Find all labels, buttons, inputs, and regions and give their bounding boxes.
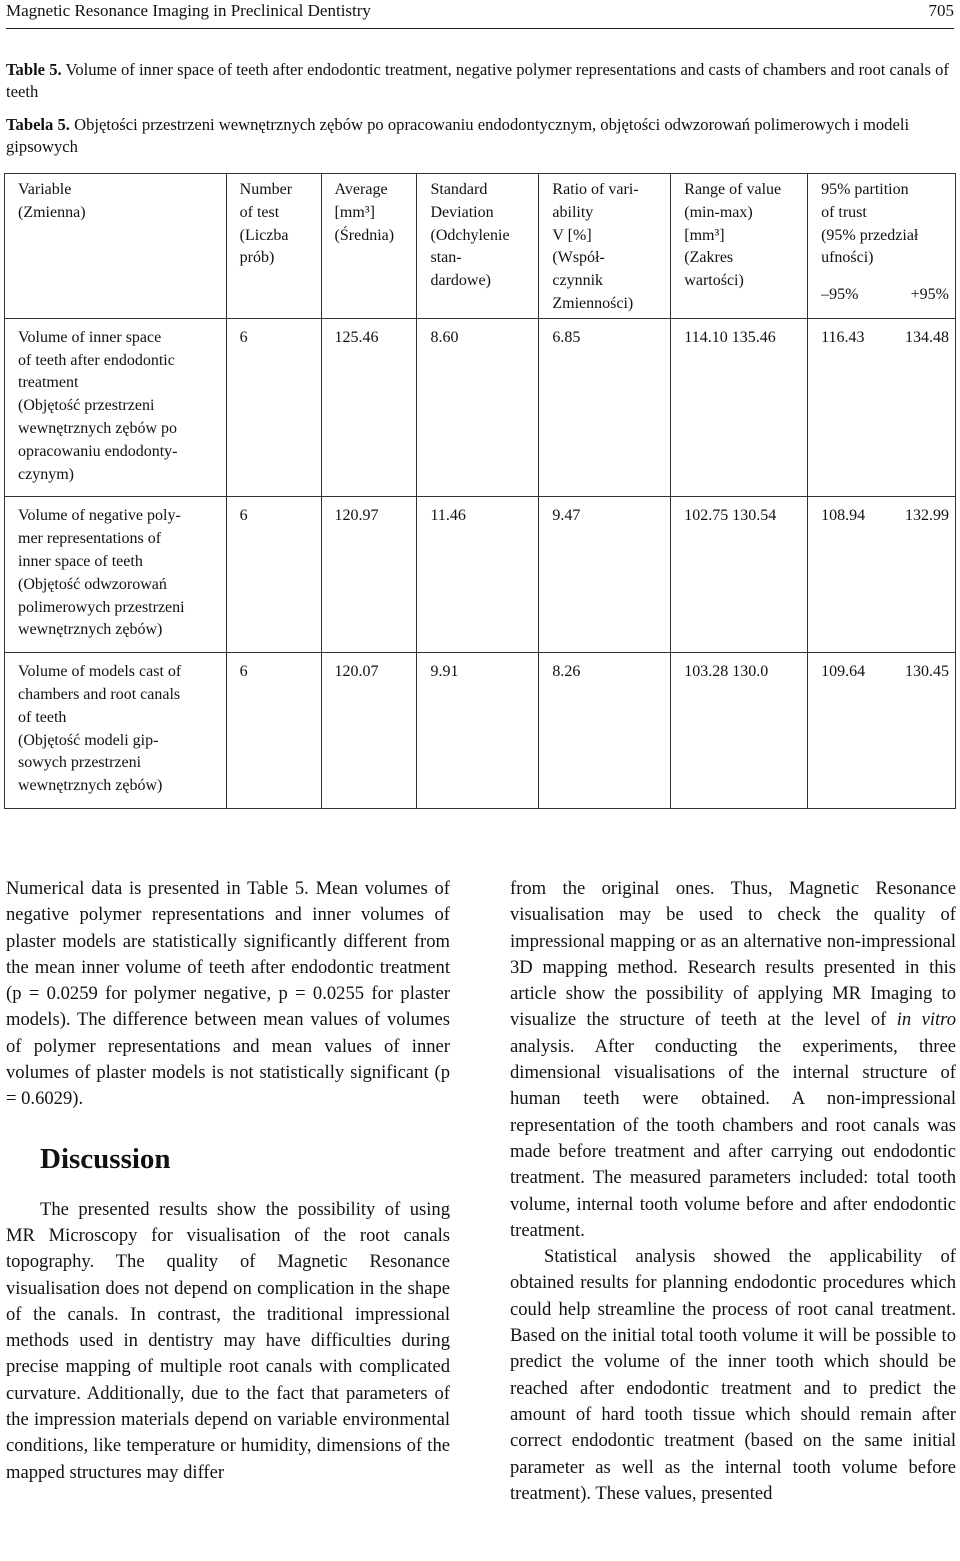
- paragraph-results: Numerical data is presented in Table 5. Mean volumes of negative polymer representations and inner volumes of plaster models are statistically significantly different from the mean inner volume of teeth after endodontic treatment (p = 0.0259 for polymer negative, p = 0.0255 for plaster models). The difference between mean values of volumes of polymer representations and mean values of inner volumes of plaster models is not statistically significant (p = 0.6029).: [6, 878, 450, 1110]
- row-ci-minus: 109.64: [821, 663, 866, 681]
- header-standard-deviation: Standard Deviation (Odchylenie stan- dardowe): [417, 174, 539, 319]
- row-range: 102.75 130.54: [671, 497, 808, 653]
- left-column: [6, 876, 450, 1486]
- table-row: [5, 318, 956, 497]
- caption-text-en: Volume of inner space of teeth after endodontic treatment, negative polymer representations and casts of chambers and root canals of teeth: [6, 60, 949, 101]
- row-variability: 6.85: [539, 318, 671, 497]
- header-confidence-interval: [808, 174, 956, 319]
- header-average: Average [mm³] (Średnia): [321, 174, 417, 319]
- section-heading-discussion: Discussion: [40, 1142, 171, 1175]
- table-caption-pl: [6, 114, 954, 158]
- paragraph-discussion-3: Statistical analysis showed the applicability of obtained results for planning endodontic procedures which could help streamline the process of root canal treatment. Based on the initial total tooth volume it will be possible to predict the volume of the inner tooth which should be reached after endodontic treatment and to predict the amount of hard tooth tissue which should remain after correct endodontic treatment (based on the same initial parameter as well as the internal tooth volume before treatment). These values, presented: [510, 1246, 956, 1504]
- row-sd: 8.60: [417, 318, 539, 497]
- row-average: 120.07: [321, 653, 417, 809]
- row-range: 114.10 135.46: [671, 318, 808, 497]
- paragraph-discussion-2: [510, 876, 956, 1244]
- row-ci-plus: 132.99: [905, 507, 949, 525]
- results-table: [4, 173, 956, 809]
- row-average: 125.46: [321, 318, 417, 497]
- table-caption-en: [6, 59, 954, 103]
- header-ci-label: 95% partition of trust (95% przedział ufności): [821, 181, 919, 267]
- row-n: 6: [226, 653, 321, 809]
- header-range: Range of value (min-max) [mm³] (Zakres wartości): [671, 174, 808, 319]
- journal-title: Magnetic Resonance Imaging in Preclinical Dentistry: [6, 1, 371, 20]
- right-column: [510, 876, 956, 1507]
- caption-label-en: Table 5.: [6, 60, 62, 79]
- paragraph-text: analysis. After conducting the experiments, three dimensional visualisations of the internal structure of human teeth were obtained. A non-impressional representation of the tooth chambers and root canals was made before treatment and after carrying out endodontic treatment. The measured parameters included: total tooth volume, internal tooth volume before and after endodontic treatment.: [510, 1035, 956, 1241]
- row-ci-minus: 116.43: [821, 328, 865, 346]
- table-row: [5, 497, 956, 653]
- paragraph-text: from the original ones. Thus, Magnetic Resonance visualisation may be used to check the quality of impressional mapping or as an alternative non-impressional 3D mapping method. Research results presented in this article show the possibility of applying MR Imaging to visualize the structure of teeth at the level of: [510, 878, 956, 1031]
- header-ci-minus: –95%: [821, 286, 859, 304]
- row-n: 6: [226, 318, 321, 497]
- row-ci-plus: 130.45: [905, 663, 949, 681]
- row-average: 120.97: [321, 497, 417, 653]
- row-sd: 9.91: [417, 653, 539, 809]
- row-ci: [808, 497, 956, 653]
- header-variability-ratio: Ratio of vari- ability V [%] (Współ- czynnik Zmienności): [539, 174, 671, 319]
- paragraph-discussion-1: The presented results show the possibility of using MR Microscopy for visualisation of the root canals topography. The quality of Magnetic Resonance visualisation does not depend on complication in the shape of the canals. In contrast, the traditional impressional methods used in dentistry may have difficulties during precise mapping of multiple root canals with complicated curvature. Additionally, due to the fact that parameters of the impression materials depend on variable environmental conditions, like temperature or humidity, dimensions of the mapped structures may differ: [6, 1198, 450, 1483]
- caption-label-pl: Tabela 5.: [6, 115, 70, 134]
- header-ci-plus: +95%: [910, 286, 949, 304]
- row-ci-plus: 134.48: [905, 328, 949, 346]
- row-ci: [808, 318, 956, 497]
- caption-text-pl: Objętości przestrzeni wewnętrznych zębów po opracowaniu endodontycznym, objętości odwzorowań polimerowych i modeli gipsowych: [6, 115, 910, 156]
- row-n: 6: [226, 497, 321, 653]
- row-variability: 9.47: [539, 497, 671, 653]
- table-header-row: [5, 174, 956, 319]
- row-variability: 8.26: [539, 653, 671, 809]
- row-sd: 11.46: [417, 497, 539, 653]
- row-variable: Volume of models cast of chambers and root canals of teeth (Objętość modeli gip- sowych przestrzeni wewnętrznych zębów): [5, 653, 227, 809]
- row-range: 103.28 130.0: [671, 653, 808, 809]
- row-variable: Volume of negative poly- mer representations of inner space of teeth (Objętość odwzorowań polimerowych przestrzeni wewnętrznych zębów): [5, 497, 227, 653]
- italic-term: in vitro: [896, 1009, 956, 1031]
- row-ci-minus: 108.94: [821, 507, 866, 525]
- page-number: 705: [928, 1, 954, 20]
- header-number-of-tests: Number of test (Liczba prób): [226, 174, 321, 319]
- row-variable: Volume of inner space of teeth after endodontic treatment (Objętość przestrzeni wewnętrznych zębów po opracowaniu endodonty- czynym): [5, 318, 227, 497]
- running-header: [6, 0, 954, 29]
- row-ci: [808, 653, 956, 809]
- header-variable: Variable (Zmienna): [18, 181, 86, 221]
- table-row: [5, 653, 956, 809]
